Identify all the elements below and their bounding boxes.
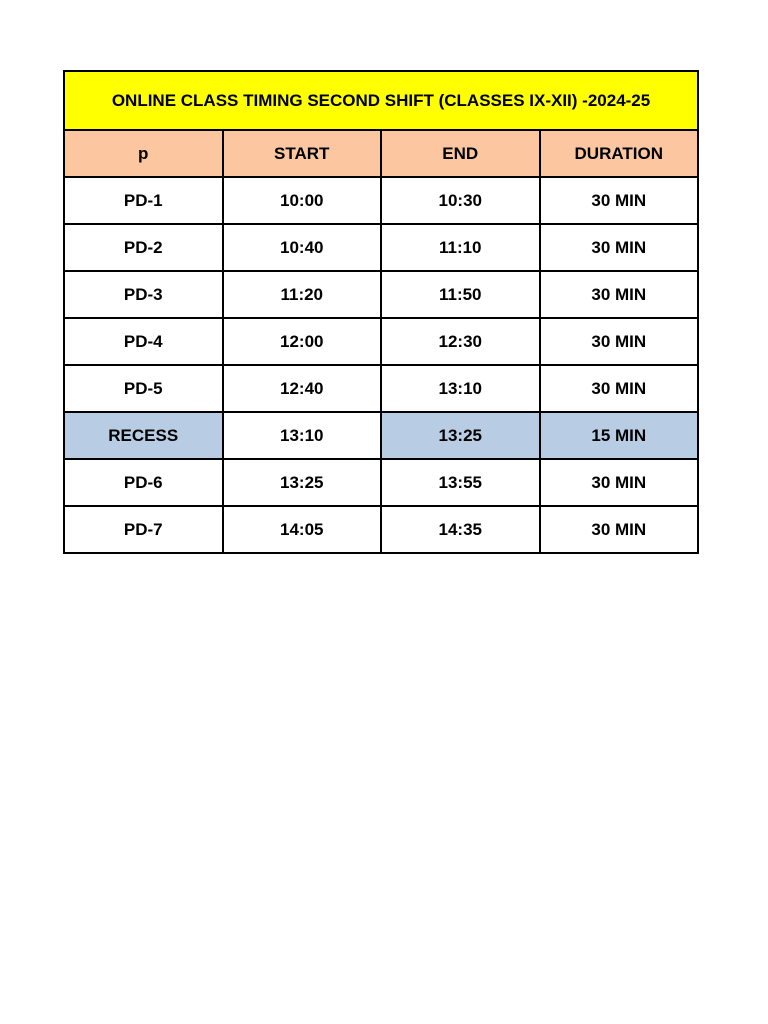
end-cell: 14:35: [381, 506, 540, 553]
header-row: [64, 130, 698, 177]
end-cell: 11:50: [381, 271, 540, 318]
header-end: END: [381, 130, 540, 177]
start-cell: 11:20: [223, 271, 382, 318]
table-row: [64, 177, 698, 224]
recess-start-cell: 13:10: [223, 412, 382, 459]
duration-cell: 30 MIN: [540, 224, 699, 271]
period-cell: PD-5: [64, 365, 223, 412]
table-row: [64, 271, 698, 318]
period-cell: PD-1: [64, 177, 223, 224]
table-row: [64, 365, 698, 412]
header-start: START: [223, 130, 382, 177]
period-cell: PD-3: [64, 271, 223, 318]
table-title: ONLINE CLASS TIMING SECOND SHIFT (CLASSES IX-XII) -2024-25: [64, 71, 698, 130]
recess-row: [64, 412, 698, 459]
end-cell: 10:30: [381, 177, 540, 224]
start-cell: 10:00: [223, 177, 382, 224]
start-cell: 13:25: [223, 459, 382, 506]
header-duration: DURATION: [540, 130, 699, 177]
duration-cell: 30 MIN: [540, 318, 699, 365]
table-row: [64, 459, 698, 506]
duration-cell: 30 MIN: [540, 459, 699, 506]
duration-cell: 30 MIN: [540, 271, 699, 318]
end-cell: 11:10: [381, 224, 540, 271]
start-cell: 10:40: [223, 224, 382, 271]
start-cell: 12:00: [223, 318, 382, 365]
recess-end-cell: 13:25: [381, 412, 540, 459]
title-row: [64, 71, 698, 130]
recess-duration-cell: 15 MIN: [540, 412, 699, 459]
table-row: [64, 224, 698, 271]
table-row: [64, 318, 698, 365]
period-cell: PD-7: [64, 506, 223, 553]
period-cell: PD-6: [64, 459, 223, 506]
end-cell: 12:30: [381, 318, 540, 365]
duration-cell: 30 MIN: [540, 177, 699, 224]
duration-cell: 30 MIN: [540, 365, 699, 412]
start-cell: 14:05: [223, 506, 382, 553]
end-cell: 13:10: [381, 365, 540, 412]
class-timing-table: [63, 70, 699, 554]
period-cell: PD-4: [64, 318, 223, 365]
period-cell: PD-2: [64, 224, 223, 271]
start-cell: 12:40: [223, 365, 382, 412]
header-period: p: [64, 130, 223, 177]
duration-cell: 30 MIN: [540, 506, 699, 553]
table-row: [64, 506, 698, 553]
recess-period-cell: RECESS: [64, 412, 223, 459]
end-cell: 13:55: [381, 459, 540, 506]
